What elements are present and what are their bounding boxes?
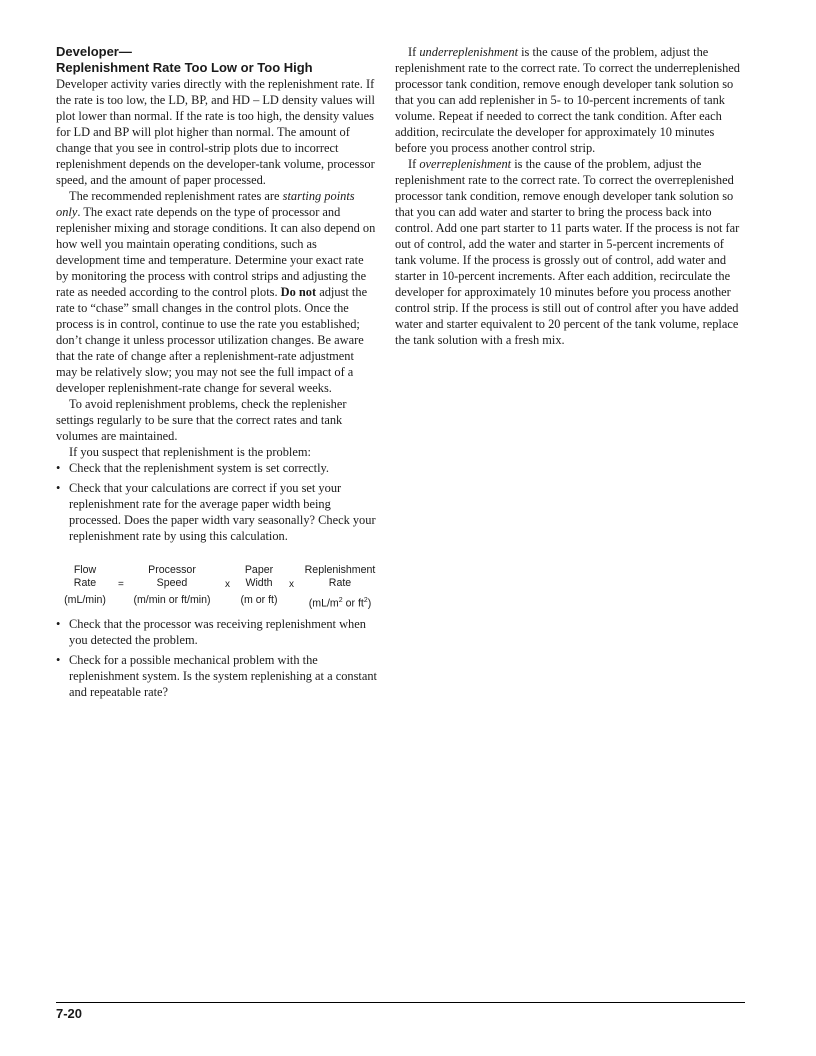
para2-bold: Do not [280, 285, 317, 299]
unit-superscript: 2 [363, 597, 368, 604]
left-paragraph-3: To avoid replenishment problems, check the replenisher settings regularly to be sure that the correct rates and tank volumes are maintained. [56, 397, 347, 443]
formula-term-line: Width [245, 577, 273, 589]
formula-term-line: Speed [156, 577, 188, 589]
replenishment-formula [56, 564, 378, 610]
list-item-text: Check that the processor was receiving replenishment when you detected the problem. [69, 617, 366, 647]
bullet-icon: • [56, 481, 61, 495]
page-number: 7-20 [56, 1006, 83, 1021]
formula-times-1: x [225, 579, 230, 590]
formula-term-paper-width [234, 564, 284, 590]
unit-superscript: 2 [338, 597, 343, 604]
section-heading [56, 44, 378, 76]
para-emphasis: overreplenishment [419, 157, 512, 171]
heading-line-1: Developer— [56, 44, 132, 59]
para-start: If [408, 45, 420, 59]
left-paragraph-4: If you suspect that replenishment is the problem: [69, 445, 311, 459]
para2-end: adjust the rate to “chase” small changes in the control plots. Once the process is in control, continue to use the rate you established; don’t change it unless processor utilization changes. Be aware that the rate of change after a replenishment-rate adjustment may be relatively slow; you may not see the full impact of a developer replenishment-rate change for several weeks. [56, 285, 368, 395]
formula-term-flow-rate [56, 564, 114, 590]
formula-unit-2: (m/min or ft/min) [133, 594, 211, 606]
bullet-icon: • [56, 653, 61, 667]
list-item [56, 616, 378, 648]
formula-term-processor-speed [130, 564, 214, 590]
bullet-list-a [56, 460, 378, 544]
para2-emphasis: starting points only [56, 189, 355, 219]
formula-equals: = [118, 579, 124, 590]
formula-term-line: Flow [73, 564, 97, 576]
formula-unit-4 [298, 594, 382, 611]
unit-part: ) [367, 597, 372, 610]
para-emphasis: underreplenishment [419, 45, 519, 59]
list-item-text: Check for a possible mechanical problem with the replenishment system. Is the system replenishing at a constant and repeatable rate? [69, 653, 377, 699]
list-item-text: Check that the replenishment system is set correctly. [69, 461, 330, 475]
formula-term-line: Replenishment [304, 564, 376, 576]
formula-term-line: Processor [148, 564, 196, 576]
formula-times-2: x [289, 579, 294, 590]
heading-line-2: Replenishment Rate Too Low or Too High [56, 60, 313, 75]
para-start: If [408, 157, 420, 171]
unit-part: (mL/m [308, 597, 339, 610]
bullet-icon: • [56, 461, 61, 475]
list-item [56, 652, 378, 700]
unit-part: or ft [342, 597, 364, 610]
list-item [56, 480, 378, 544]
para-end: is the cause of the problem, adjust the replenishment rate to the correct rate. To correct the overreplenished processor tank condition, remove enough developer tank solution so that you can add water and starter to bring the process back into control. Add one part starter to 11 parts water. If the process is not far out of control, add the water and starter in 5-percent increments of tank volume. If the process is grossly out of control, add water and starter in 10-percent increments. After each addition, recirculate the developer for approximately 10 minutes before you process another control strip. If the process is still out of control after you have added water and starter equivalent to 20 percent of the tank volume, replace the tank solution with a fresh mix. [395, 157, 740, 347]
bullet-list-b [56, 616, 378, 700]
list-item [56, 460, 378, 476]
right-paragraph-2 [395, 156, 745, 348]
list-item-text: Check that your calculations are correct if you set your replenishment rate for the average paper width being processed. Does the paper width vary seasonally? Check your replenishment rate by using this calculation. [69, 481, 376, 543]
formula-term-replenishment-rate [298, 564, 382, 590]
formula-term-line: Paper [244, 564, 274, 576]
right-column [395, 44, 745, 348]
left-column [56, 44, 378, 704]
formula-unit-1: (mL/min) [64, 594, 106, 606]
right-paragraph-1 [395, 44, 745, 156]
bullet-icon: • [56, 617, 61, 631]
para-end: is the cause of the problem, adjust the replenishment rate to the correct rate. To correct the underreplenished processor tank condition, remove enough developer tank solution so that you can add replenisher in 5- to 10-percent increments of tank volume. Repeat if needed to correct the tank condition. After each addition, recirculate the developer for approximately 10 minutes before you process another control strip. [395, 45, 740, 155]
left-paragraph-2 [56, 188, 378, 396]
footer-rule [56, 1002, 745, 1003]
para2-middle: . The exact rate depends on the type of processor and replenisher mixing and storage conditions. It can also depend on how well you maintain operating conditions, such as development time and temperature. Determine your exact rate by monitoring the process with control strips and adjusting the rate as needed according to the control plots. [56, 205, 376, 299]
left-paragraph-1: Developer activity varies directly with the replenishment rate. If the rate is too low, the LD, BP, and HD – LD density values will plot lower than normal. If the rate is too high, the density values for LD and BP will plot higher than normal. The amount of change that you see in control-strip plots due to incorrect replenishment depends on the developer-tank volume, processor speed, and the amount of paper processed. [56, 77, 375, 187]
formula-unit-3: (m or ft) [240, 594, 278, 606]
para2-start: The recommended replenishment rates are [69, 189, 283, 203]
formula-term-line: Rate [73, 577, 97, 589]
formula-term-line: Rate [328, 577, 352, 589]
